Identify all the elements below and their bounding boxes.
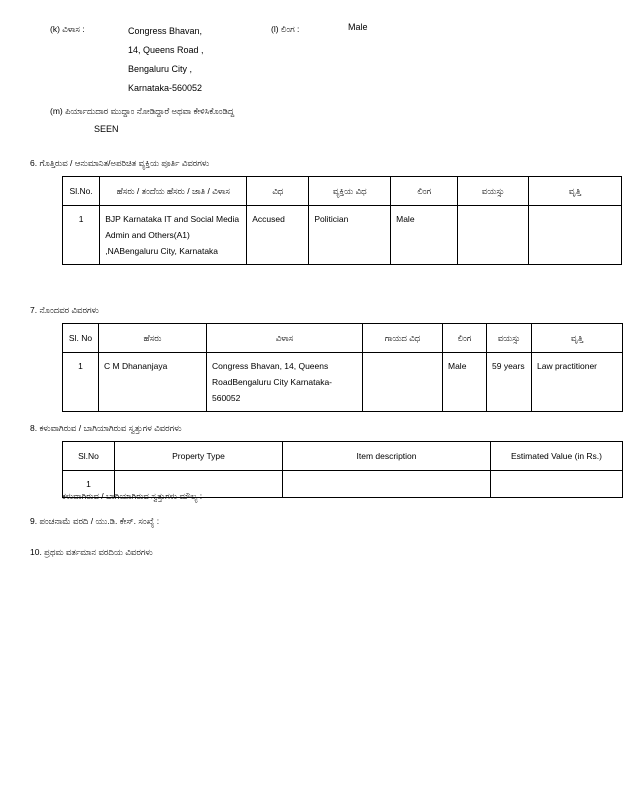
col-person-type: ವ್ಯಕ್ತಿಯ ವಿಧ (309, 177, 391, 206)
cell-item-description (283, 471, 491, 498)
col-age: ವಯಸ್ಸು (487, 324, 532, 353)
col-name-address: ಹೆಸರು / ತಂದೆಯ ಹೆಸರು / ಜಾತಿ / ವಿಳಾಸ (100, 177, 247, 206)
cell-occupation: Law practitioner (532, 353, 623, 412)
col-kind: ವಿಧ (247, 177, 309, 206)
col-occupation: ವೃತ್ತಿ (532, 324, 623, 353)
cell-sl-no: 1 (63, 206, 100, 265)
cell-address: Congress Bhavan, 14, Queens RoadBengaluru City Karnataka-560052 (207, 353, 363, 412)
cell-sl-no: 1 (63, 471, 115, 498)
section-8-table (62, 441, 623, 498)
col-estimated-value: Estimated Value (in Rs.) (491, 442, 623, 471)
cell-person-type: Politician (309, 206, 391, 265)
cell-age: 59 years (487, 353, 532, 412)
section-6-table (62, 176, 622, 265)
gender-label: (l) ಲಿಂಗ : (271, 24, 300, 34)
col-sl-no: Sl.No (63, 442, 115, 471)
col-gender: ಲಿಂಗ (443, 324, 487, 353)
address-value (128, 22, 204, 98)
col-age: ವಯಸ್ಸು (458, 177, 528, 206)
cell-occupation (528, 206, 621, 265)
section-9-heading: 9. ಪಂಚನಾಮೆ ವರದಿ / ಯು.ಡಿ. ಕೇಸ್. ಸಂಖ್ಯೆ : (30, 516, 160, 526)
cell-gender: Male (443, 353, 487, 412)
address-line-2: 14, Queens Road , (128, 45, 204, 55)
cell-name: C M Dhananjaya (99, 353, 207, 412)
cell-name-address: BJP Karnataka IT and Social Media Admin and Others(A1) ,NABengaluru City, Karnataka (100, 206, 247, 265)
col-name: ಹೆಸರು (99, 324, 207, 353)
address-label: (k) ವಿಳಾಸ : (50, 24, 85, 34)
col-address: ವಿಳಾಸ (207, 324, 363, 353)
cell-injury-type (363, 353, 443, 412)
table-header-row (63, 442, 623, 471)
cell-age (458, 206, 528, 265)
col-sl-no: Sl. No (63, 324, 99, 353)
cell-kind: Accused (247, 206, 309, 265)
section-7-table (62, 323, 623, 412)
cell-sl-no: 1 (63, 353, 99, 412)
complainant-seen-value: SEEN (94, 124, 119, 134)
table-header-row (63, 177, 622, 206)
section-8-heading: 8. ಕಳುವಾಗಿರುವ / ಬಾಗಿಯಾಗಿರುವ ಸ್ವತ್ತುಗಳ ವಿವರಗಳು (30, 423, 182, 433)
section-8-total-line: ಕಳುವಾಗಿರುವ / ಬಾಗಿಯಾಗಿರುವ ಸ್ವತ್ತುಗಳು ಮೌಲ್ಯ : (62, 491, 203, 501)
table-row (63, 353, 623, 412)
table-row (63, 206, 622, 265)
table-header-row (63, 324, 623, 353)
address-line-1: Congress Bhavan, (128, 26, 203, 36)
section-7-heading: 7. ನೊಂದವರ ವಿವರಗಳು (30, 305, 99, 315)
section-6-heading: 6. ಗೊತ್ತಿರುವ / ಆನುಮಾನಿತ/ಅಪರಿಚಿತ ವ್ಯಕ್ತಿಯ ಪೂರ್ತಿ ವಿವರಗಳು (30, 158, 210, 168)
address-block (28, 18, 604, 134)
gender-value: Male (348, 22, 368, 32)
document-content (28, 18, 604, 557)
complainant-seen-label: (m) ಪಿರ್ಯಾದುದಾರ ಮುದ್ದಾಂ ನೋಡಿದ್ದಾರೆ ಅಥವಾ ಕೇಳಿಸಿಕೊಂಡಿದ್ದ (50, 106, 235, 116)
col-occupation: ವೃತ್ತಿ (528, 177, 621, 206)
address-line-4: Karnataka-560052 (128, 83, 203, 93)
cell-gender: Male (391, 206, 458, 265)
col-property-type: Property Type (115, 442, 283, 471)
address-line-3: Bengaluru City , (128, 64, 193, 74)
col-sl-no: Sl.No. (63, 177, 100, 206)
col-gender: ಲಿಂಗ (391, 177, 458, 206)
col-item-description: Item description (283, 442, 491, 471)
col-injury-type: ಗಾಯದ ವಿಧ (363, 324, 443, 353)
section-10-heading: 10. ಪ್ರಥಮ ವರ್ತಮಾನ ವರದಿಯ ವಿವರಗಳು (30, 547, 153, 557)
cell-estimated-value (491, 471, 623, 498)
